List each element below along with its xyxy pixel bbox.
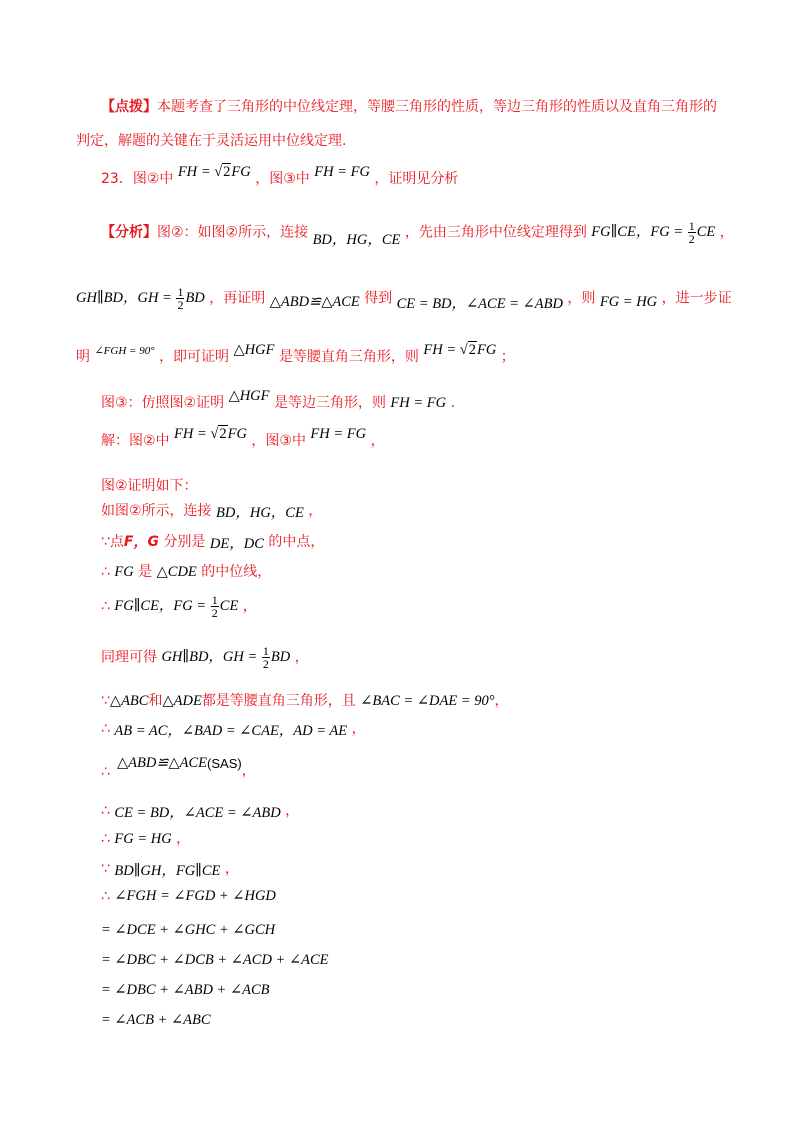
analysis-math: △HGF bbox=[228, 387, 270, 404]
proof-text: ∴ bbox=[101, 721, 110, 737]
analysis-line-2 bbox=[76, 286, 800, 311]
analysis-tag: 【分析】 bbox=[101, 224, 157, 241]
proof-math: DE，DC bbox=[209, 535, 264, 552]
proof-math-fraction: GH∥BD，GH = $\frac{1}{2}$ BD bbox=[161, 644, 291, 672]
proof-line-12 bbox=[101, 858, 800, 880]
proof-math: △CDE bbox=[156, 563, 197, 580]
analysis-line-1 bbox=[101, 219, 800, 249]
analysis-math: △HGF bbox=[233, 341, 275, 358]
proof-text: ， bbox=[351, 721, 366, 737]
q23-mid-text: ，图③中 bbox=[255, 171, 310, 187]
proof-text: ， bbox=[176, 831, 191, 847]
proof-line-9 bbox=[101, 752, 800, 782]
proof-math: △ADE bbox=[162, 692, 202, 709]
proof-text: F，G bbox=[123, 534, 159, 550]
proof-line-5 bbox=[101, 594, 800, 619]
analysis-math-fraction: GH∥BD，GH = $\frac{1}{2}$ BD bbox=[76, 285, 205, 313]
proof-text: ， bbox=[224, 861, 239, 877]
proof-line-8 bbox=[101, 718, 800, 740]
proof-text: 图②证明如下： bbox=[101, 478, 198, 494]
analysis-math: FH = FG bbox=[390, 394, 447, 411]
proof-line-16 bbox=[101, 980, 800, 999]
proof-math: FG = HG bbox=[114, 830, 172, 847]
analysis-text: 图③：仿照图②证明 bbox=[101, 395, 225, 411]
analysis-text: 是等边三角形，则 bbox=[273, 395, 386, 411]
analysis-text: ，再证明 bbox=[209, 290, 266, 307]
proof-math: = ∠ACB + ∠ABC bbox=[101, 1012, 211, 1028]
hint-text-2: 判定，解题的关键在于灵活运用中位线定理. bbox=[76, 133, 347, 149]
hint-line-2 bbox=[76, 130, 800, 150]
proof-line-11 bbox=[101, 828, 800, 848]
analysis-math-fraction: FG∥CE，FG = $\frac{1}{2}$ CE bbox=[591, 219, 716, 247]
proof-math: FG bbox=[114, 563, 134, 580]
q23-number: 23．图②中 bbox=[101, 171, 174, 187]
proof-math: = ∠DBC + ∠ABD + ∠ACB bbox=[101, 982, 270, 998]
proof-text: ∴ bbox=[101, 564, 110, 580]
proof-line-6 bbox=[101, 645, 800, 670]
solution-line bbox=[101, 425, 800, 450]
analysis-text: . bbox=[450, 395, 456, 411]
proof-text: ， bbox=[294, 649, 309, 666]
proof-math-fraction: FG∥CE，FG = $\frac{1}{2}$ CE bbox=[114, 593, 239, 621]
analysis-math-sqrt: FH = √2FG bbox=[423, 341, 497, 358]
hint-line-1 bbox=[101, 96, 800, 116]
proof-math: ∠BAC = ∠DAE = 90° bbox=[360, 692, 495, 709]
question-23-line bbox=[101, 163, 800, 188]
analysis-text: 图②：如图②所示，连接 bbox=[157, 224, 309, 241]
proof-line-14 bbox=[101, 920, 800, 939]
proof-text: 的中位线， bbox=[201, 564, 272, 580]
proof-text: 都是等腰直角三角形，且 bbox=[201, 693, 356, 709]
analysis-text: ，进一步证 bbox=[661, 290, 732, 307]
q23-formula-1: FH = √2FG bbox=[177, 163, 251, 180]
analysis-text: 明 bbox=[76, 349, 90, 365]
proof-line-10 bbox=[101, 800, 800, 822]
hint-tag: 【点拨】 bbox=[101, 99, 157, 115]
analysis-math: FG = HG bbox=[599, 294, 658, 311]
proof-text: 同理可得 bbox=[101, 649, 157, 666]
analysis-text: ，即可证明 bbox=[159, 349, 230, 365]
proof-line-2 bbox=[101, 500, 800, 522]
proof-math: BD∥GH，FG∥CE bbox=[114, 862, 221, 879]
proof-math: AB = AC，∠BAD = ∠CAE，AD = AE bbox=[114, 722, 348, 739]
proof-math: △ABC bbox=[109, 692, 149, 709]
analysis-line-3 bbox=[76, 341, 800, 366]
q23-formula-2: FH = FG bbox=[314, 163, 370, 180]
proof-text: 是 bbox=[138, 564, 153, 580]
proof-text: ， bbox=[242, 598, 257, 615]
analysis-math: ∠FGH = 90° bbox=[94, 344, 155, 357]
analysis-text: ，先由三角形中位线定理得到 bbox=[404, 224, 587, 241]
proof-math: CE = BD，∠ACE = ∠ABD bbox=[114, 804, 281, 821]
analysis-text: ； bbox=[500, 349, 515, 365]
solution-text: 解：图②中 bbox=[101, 433, 170, 449]
solution-text: ， bbox=[370, 433, 385, 449]
proof-text: ∴ bbox=[101, 803, 110, 819]
analysis-text: 得到 bbox=[364, 290, 393, 307]
proof-line-7 bbox=[101, 690, 800, 710]
solution-math: FH = FG bbox=[310, 425, 367, 442]
analysis-math: CE = BD，∠ACE = ∠ABD bbox=[396, 296, 563, 313]
proof-math: BD，HG，CE bbox=[216, 504, 304, 521]
proof-line-1 bbox=[101, 475, 800, 495]
proof-math: (SAS) bbox=[207, 755, 242, 771]
proof-line-13 bbox=[101, 888, 800, 905]
proof-text: 分别是 bbox=[163, 534, 206, 550]
proof-math: ∠FGH = ∠FGD + ∠HGD bbox=[114, 888, 276, 904]
proof-line-3 bbox=[101, 531, 800, 553]
proof-text: ， bbox=[308, 503, 323, 519]
proof-text: ∴ bbox=[101, 764, 110, 780]
proof-math: △ABD≌△ACE bbox=[117, 754, 208, 771]
proof-text: 和 bbox=[148, 693, 163, 709]
hint-text-1: 本题考查了三角形的中位线定理，等腰三角形的性质，等边三角形的性质以及直角三角形的 bbox=[157, 99, 717, 115]
analysis-math: △ABD≌△ACE bbox=[269, 294, 360, 311]
proof-line-15 bbox=[101, 950, 800, 969]
analysis-text: ， bbox=[719, 224, 734, 241]
analysis-math: BD，HG，CE bbox=[312, 232, 401, 249]
solution-math-sqrt: FH = √2FG bbox=[174, 425, 247, 442]
proof-text: ∴ bbox=[101, 598, 110, 615]
q23-tail-text: ，证明见分析 bbox=[374, 171, 459, 187]
proof-text: ， bbox=[285, 803, 300, 819]
proof-text: ∴ bbox=[101, 831, 110, 847]
proof-line-17 bbox=[101, 1010, 800, 1029]
proof-text: ∴ bbox=[101, 888, 110, 905]
proof-text: ∵ bbox=[101, 693, 110, 709]
proof-text: 的中点， bbox=[268, 534, 325, 550]
analysis-text: ，则 bbox=[567, 290, 596, 307]
proof-text: ， bbox=[494, 693, 509, 709]
proof-math: = ∠DCE + ∠GHC + ∠GCH bbox=[101, 922, 276, 938]
proof-text: ∵点 bbox=[101, 534, 124, 550]
proof-line-4 bbox=[101, 561, 800, 581]
proof-text: ∵ bbox=[101, 861, 110, 877]
proof-math: = ∠DBC + ∠DCB + ∠ACD + ∠ACE bbox=[101, 952, 329, 968]
analysis-line-4 bbox=[101, 387, 800, 412]
proof-text: ， bbox=[241, 763, 256, 779]
analysis-text: 是等腰直角三角形，则 bbox=[278, 349, 419, 365]
solution-text: ，图③中 bbox=[251, 433, 306, 449]
proof-text: 如图②所示，连接 bbox=[101, 503, 212, 519]
